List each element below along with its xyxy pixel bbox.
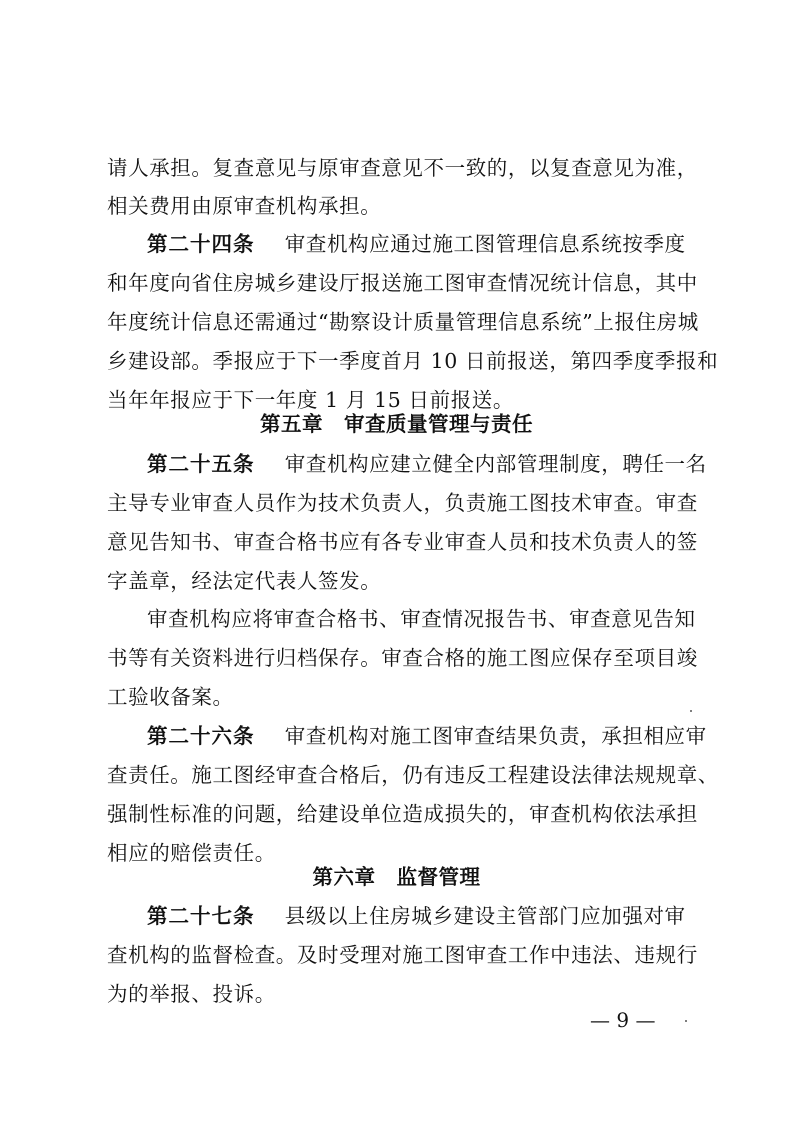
text-line: 请人承担。复查意见与原审查意见不一致的，以复查意见为准， <box>107 156 698 180</box>
article-text: 县级以上住房城乡建设主管部门应加强对审 <box>284 904 686 928</box>
article-text: 审查机构应建立健全内部管理制度，聘任一名 <box>284 452 707 476</box>
text-line: 乡建设部。季报应于下一季度首月 10 日前报送，第四季度季报和 <box>107 349 719 373</box>
text-line: 字盖章，经法定代表人签发。 <box>107 569 382 593</box>
text-line: 书等有关资料进行归档保存。审查合格的施工图应保存至项目竣 <box>107 646 698 670</box>
text-line: 当年年报应于下一年度 1 月 15 日前报送。 <box>107 388 514 412</box>
text-line: 相应的赔偿责任。 <box>107 841 276 865</box>
article-24 <box>147 226 687 262</box>
article-title: 第二十六条 <box>147 724 255 748</box>
text-line: 相关费用由原审查机构承担。 <box>107 194 382 218</box>
page-number: — 9 — <box>590 1008 656 1032</box>
article-26 <box>147 718 707 754</box>
text-line: 审查机构应将审查合格书、审查情况报告书、审查意见告知 <box>147 607 696 631</box>
article-text: 审查机构应通过施工图管理信息系统按季度 <box>284 232 686 256</box>
text-line: 主导专业审查人员作为技术负责人，负责施工图技术审查。审查 <box>107 491 698 515</box>
text-line: 年度统计信息还需通过“勘察设计质量管理信息系统”上报住房城 <box>107 310 699 334</box>
article-title: 第二十四条 <box>147 232 255 256</box>
text-line: 查责任。施工图经审查合格后，仍有违反工程建设法律法规规章、 <box>107 763 719 787</box>
article-text: 审查机构对施工图审查结果负责，承担相应审 <box>284 724 707 748</box>
text-line: 工验收备案。 <box>107 685 234 709</box>
text-line: 意见告知书、审查合格书应有各专业审查人员和技术负责人的签 <box>107 530 698 554</box>
text-line: 和年度向省住房城乡建设厅报送施工图审查情况统计信息，其中 <box>107 271 698 295</box>
text-line: 为的举报、投诉。 <box>107 982 276 1006</box>
article-title: 第二十五条 <box>147 452 255 476</box>
article-25 <box>147 446 707 482</box>
scan-speck <box>690 710 692 712</box>
article-title: 第二十七条 <box>147 904 255 928</box>
scan-speck <box>685 1020 687 1022</box>
text-line: 查机构的监督检查。及时受理对施工图审查工作中违法、违规行 <box>107 943 698 967</box>
chapter-heading: 第六章 监督管理 <box>312 865 481 889</box>
text-line: 强制性标准的问题，给建设单位造成损失的，审查机构依法承担 <box>107 802 698 826</box>
chapter-heading: 第五章 审查质量管理与责任 <box>260 412 533 436</box>
article-27 <box>147 898 687 934</box>
